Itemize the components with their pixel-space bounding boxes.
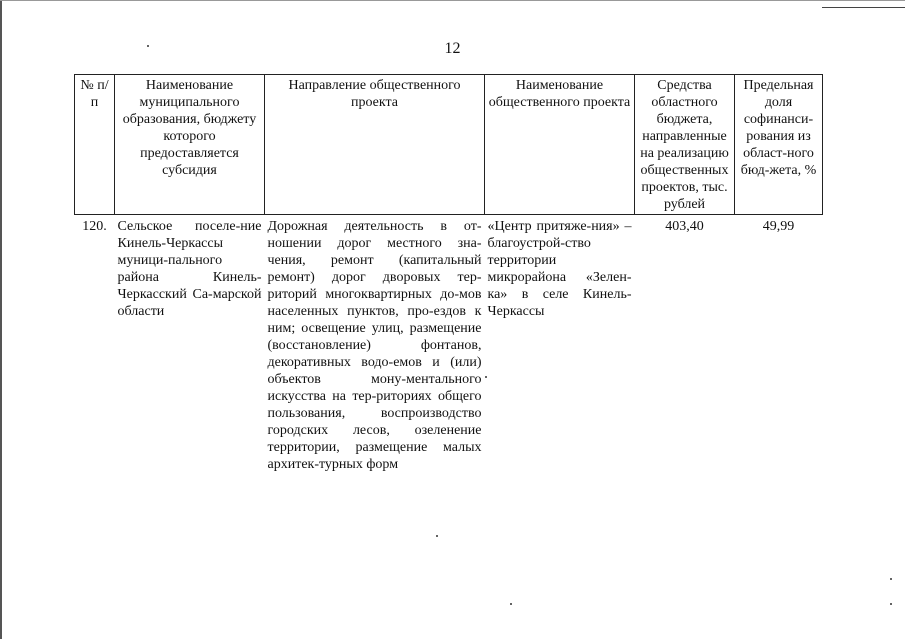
row-direction: Дорожная деятельность в от-ношении дорог местного зна-чения, ремонт (капитальный ремонт) дорог дворовых тер-риторий многоквартирных до-мов населенных пунктов, про-ездов к ним; освещение улиц, размещение (восстановление) фонтанов, декоративных водо-емов и (или) объектов мону-ментального искусства на тер-риториях общего пользования, воспроизводство городских лесов, озеленение территории, размещение малых архитек-турных форм — [267, 219, 482, 472]
row-municipality: Сельское поселе-ние Кинель-Черкассы муници-пального района Кинель-Черкасский Са-марской области — [117, 219, 262, 319]
header-project-name: Наименование общественного проекта — [485, 75, 635, 215]
page-number: 12 — [444, 40, 461, 57]
header-funds: Средства областного бюджета, направленные на реализацию общественных проектов, тыс. рублей — [635, 75, 735, 215]
scan-edge-line — [822, 7, 905, 8]
row-funds: 403,40 — [665, 219, 704, 234]
header-number: № п/п — [75, 75, 115, 215]
scan-speck — [890, 578, 892, 580]
scan-speck — [890, 603, 892, 605]
scan-speck — [436, 535, 438, 537]
scan-top-edge — [0, 0, 905, 1]
row-number: 120. — [82, 219, 107, 234]
row-share: 49,99 — [762, 219, 795, 234]
row-project-name: «Центр притяже-ния» – благоустрой-ство территории микрорайона «Зелен-ка» в селе Кинель-Черкассы — [487, 219, 632, 319]
scan-speck — [510, 603, 512, 605]
table-row — [75, 215, 823, 474]
table-header-row — [75, 75, 823, 215]
header-share: Предельная доля софинанси-рования из област-ного бюд-жета, % — [735, 75, 823, 215]
header-municipality: Наименование муниципального образования, бюджету которого предоставляется субсидия — [115, 75, 265, 215]
subsidy-table — [74, 74, 823, 473]
header-direction: Направление общественного проекта — [265, 75, 485, 215]
scan-left-edge — [0, 0, 2, 639]
